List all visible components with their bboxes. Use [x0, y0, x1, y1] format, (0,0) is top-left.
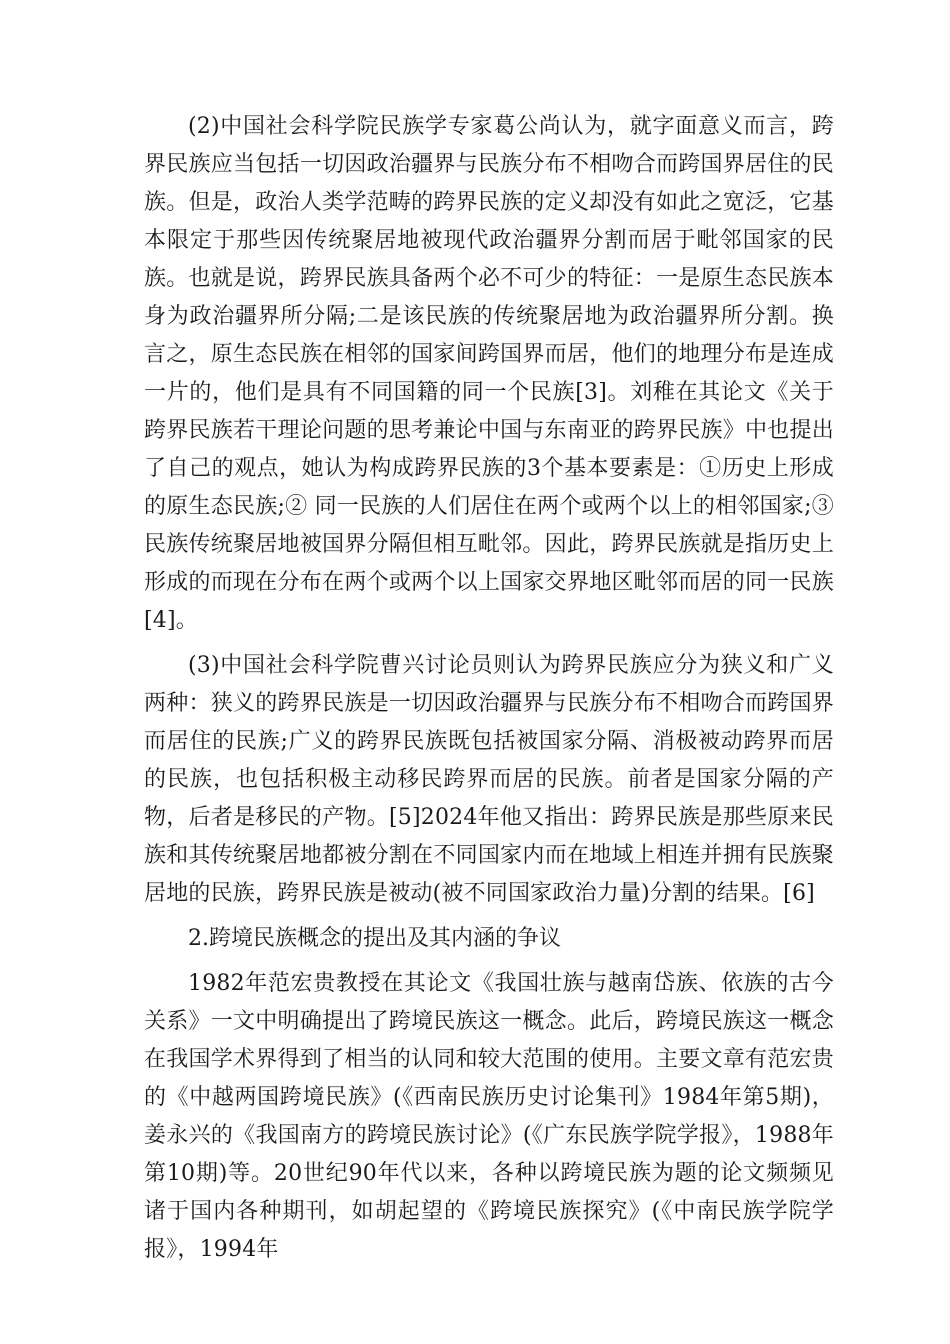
paragraph-cross-boundary-concept: 1982年范宏贵教授在其论文《我国壮族与越南岱族、依族的古今关系》一文中明确提出了跨境民族这一概念。此后，跨境民族这一概念在我国学术界得到了相当的认同和较大范围的使用。主要文章有范宏贵的《中越两国跨境民族》(《西南民族历史讨论集刊》1984年第5期)，姜永兴的《我国南方的跨境民族讨论》(《广东民族学院学报》，1988年第10期)等。20世纪90年代以来，各种以跨境民族为题的论文频频见诸于国内各种期刊，如胡起望的《跨境民族探究》(《中南民族学院学报》，1994年	[144, 971, 834, 1262]
section-heading: 2.跨境民族概念的提出及其内涵的争议	[188, 926, 561, 951]
paragraph-cross-border-definition-ge: (2)中国社会科学院民族学专家葛公尚认为，就字面意义而言，跨界民族应当包括一切因政治疆界与民族分布不相吻合而跨国界居住的民族。但是，政治人类学范畴的跨界民族的定义却没有如此之宽泛，它基本限定于那些因传统聚居地被现代政治疆界分割而居于毗邻国家的民族。也就是说，跨界民族具备两个必不可少的特征：一是原生态民族本身为政治疆界所分隔;二是该民族的传统聚居地为政治疆界所分割。换言之，原生态民族在相邻的国家间跨国界而居，他们的地理分布是连成一片的，他们是具有不同国籍的同一个民族[3]。刘稚在其论文《关于跨界民族若干理论问题的思考兼论中国与东南亚的跨界民族》中也提出了自己的观点，她认为构成跨界民族的3个基本要素是：①历史上形成的原生态民族;② 同一民族的人们居住在两个或两个以上的相邻国家;③ 民族传统聚居地被国界分隔但相互毗邻。因此，跨界民族就是指历史上形成的而现在分布在两个或两个以上国家交界地区毗邻而居的同一民族[4]。	[144, 114, 834, 633]
document-body	[144, 108, 834, 1269]
paragraph-cross-border-definition-cao: (3)中国社会科学院曹兴讨论员则认为跨界民族应分为狭义和广义两种：狭义的跨界民族是一切因政治疆界与民族分布不相吻合而跨国界而居住的民族;广义的跨界民族既包括被国家分隔、消极被动跨界而居的民族，也包括积极主动移民跨界而居的民族。前者是国家分隔的产物，后者是移民的产物。[5]2024年他又指出：跨界民族是那些原来民族和其传统聚居地都被分割在不同国家内而在地域上相连并拥有民族聚居地的民族，跨界民族是被动(被不同国家政治力量)分割的结果。[6]	[144, 653, 834, 906]
